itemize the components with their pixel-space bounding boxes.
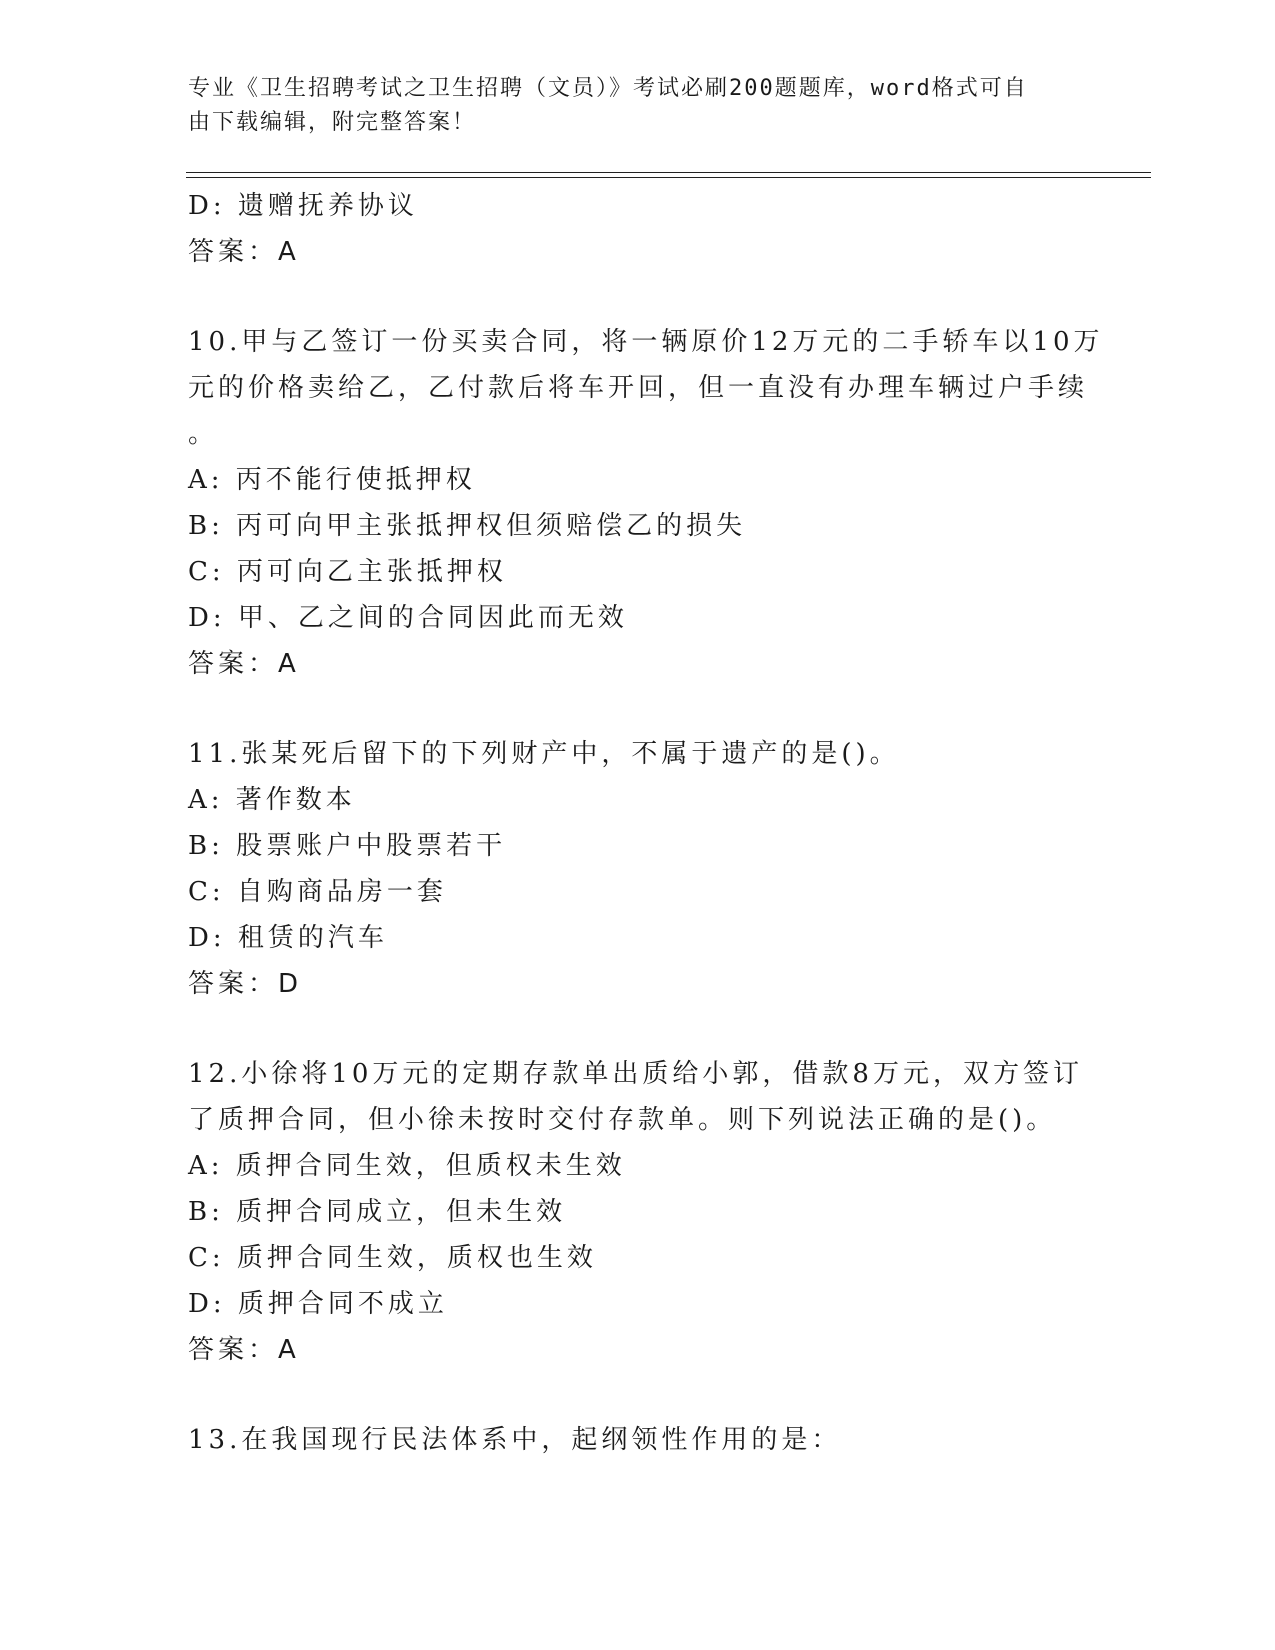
header-rule-top bbox=[186, 172, 1151, 173]
question-stem: 。 bbox=[188, 419, 219, 449]
option-a: A: 质押合同生效，但质权未生效 bbox=[188, 1151, 626, 1181]
question-12 bbox=[188, 1051, 1088, 1373]
option-c: C: 丙可向乙主张抵押权 bbox=[188, 557, 507, 587]
option-b: B: 丙可向甲主张抵押权但须赔偿乙的损失 bbox=[188, 511, 747, 541]
previous-question-tail bbox=[188, 183, 1088, 275]
option-d: D: 遗赠抚养协议 bbox=[188, 191, 418, 221]
option-c: C: 质押合同生效，质权也生效 bbox=[188, 1243, 597, 1273]
option-d: D: 甲、乙之间的合同因此而无效 bbox=[188, 603, 628, 633]
answer: 答案：D bbox=[188, 969, 303, 999]
question-13 bbox=[188, 1417, 1088, 1463]
question-stem: 元的价格卖给乙，乙付款后将车开回，但一直没有办理车辆过户手续 bbox=[188, 373, 1089, 403]
option-d: D: 质押合同不成立 bbox=[188, 1289, 448, 1319]
question-stem: 11.张某死后留下的下列财产中，不属于遗产的是()。 bbox=[188, 739, 900, 769]
option-c: C: 自购商品房一套 bbox=[188, 877, 447, 907]
answer: 答案：A bbox=[188, 649, 300, 679]
question-10 bbox=[188, 319, 1104, 687]
question-stem: 13.在我国现行民法体系中，起纲领性作用的是： bbox=[188, 1425, 842, 1455]
header-rule-bottom bbox=[186, 177, 1151, 178]
document-header bbox=[188, 72, 1088, 140]
question-content bbox=[188, 183, 1104, 1463]
question-stem: 了质押合同，但小徐未按时交付存款单。则下列说法正确的是()。 bbox=[188, 1105, 1057, 1135]
question-stem: 12.小徐将10万元的定期存款单出质给小郭，借款8万元，双方签订 bbox=[188, 1059, 1083, 1089]
answer: 答案：A bbox=[188, 237, 300, 267]
question-stem: 10.甲与乙签订一份买卖合同，将一辆原价12万元的二手轿车以10万 bbox=[188, 327, 1104, 357]
answer: 答案：A bbox=[188, 1335, 300, 1365]
question-11 bbox=[188, 731, 1088, 1007]
option-a: A: 丙不能行使抵押权 bbox=[188, 465, 476, 495]
option-b: B: 股票账户中股票若干 bbox=[188, 831, 507, 861]
option-b: B: 质押合同成立，但未生效 bbox=[188, 1197, 567, 1227]
option-d: D: 租赁的汽车 bbox=[188, 923, 388, 953]
header-line-1: 专业《卫生招聘考试之卫生招聘（文员）》考试必刷200题题库，word格式可自 bbox=[188, 76, 1028, 101]
header-line-2: 由下载编辑，附完整答案！ bbox=[188, 110, 477, 135]
option-a: A: 著作数本 bbox=[188, 785, 356, 815]
